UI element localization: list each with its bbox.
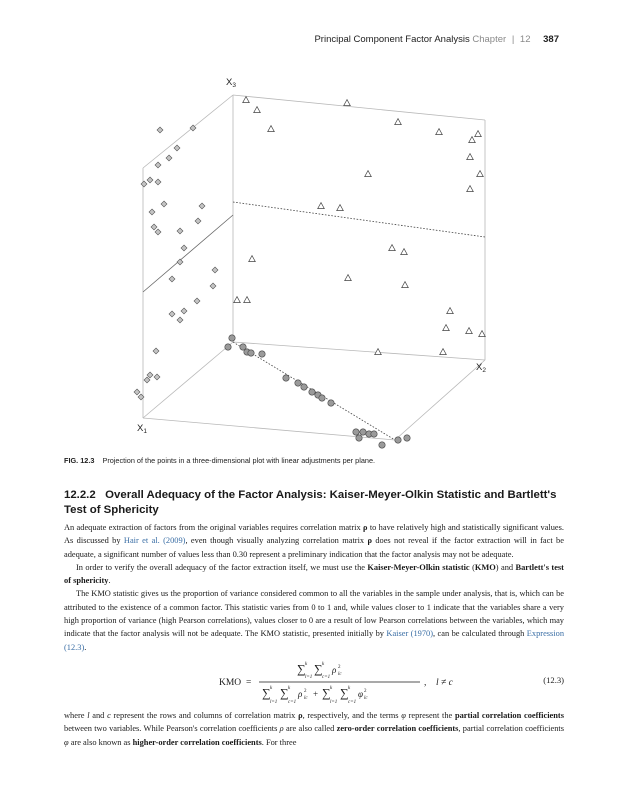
diamond-marker: [169, 276, 175, 282]
svg-text:c=1: c=1: [322, 675, 331, 680]
triangle-marker: [440, 349, 447, 355]
circle-marker: [353, 429, 359, 435]
frame-edge-front-right: [395, 360, 485, 440]
triangle-marker: [477, 171, 484, 177]
circle-marker: [295, 380, 301, 386]
symbol-rho: ρ: [298, 711, 303, 720]
text-run: to have relatively high and statistically significant values. As discussed by: [64, 523, 564, 546]
equation-formula: [64, 659, 484, 705]
triangle-marker: [402, 282, 409, 288]
frame-edge-axis-x2: [233, 342, 485, 360]
circle-marker: [283, 375, 289, 381]
diamond-marker: [144, 377, 150, 383]
diamond-marker: [194, 298, 200, 304]
equation-12-3: [64, 659, 564, 705]
svg-text:c=1: c=1: [288, 700, 297, 705]
diamond-marker: [210, 283, 216, 289]
triangle-marker: [375, 349, 382, 355]
body-text: [64, 521, 564, 654]
svg-text:l=1: l=1: [330, 700, 338, 705]
circle-marker: [225, 344, 231, 350]
term-kmo-abbr: KMO: [474, 562, 496, 572]
triangle-marker: [479, 331, 486, 337]
triangle-marker: [345, 275, 352, 281]
text-run: , partial correlation coefficients: [458, 724, 564, 734]
triangle-marker: [365, 171, 372, 177]
citation-link-hair-2009[interactable]: Hair et al. (2009): [123, 536, 186, 546]
triangle-marker: [467, 154, 474, 160]
triangle-marker: [337, 205, 344, 211]
diamond-marker: [195, 218, 201, 224]
triangle-marker: [395, 119, 402, 125]
triangle-marker: [268, 126, 275, 132]
axis-label-x2: $X_2$: [476, 362, 486, 374]
diamond-marker: [154, 374, 160, 380]
svg-text:φ: φ: [358, 689, 363, 699]
svg-text:∑: ∑: [262, 686, 271, 700]
svg-text:k: k: [322, 662, 325, 667]
symbol-phi: φ: [64, 737, 69, 747]
diamond-marker: [181, 308, 187, 314]
diamond-marker: [147, 177, 153, 183]
svg-text:+: +: [313, 689, 319, 699]
diamond-marker: [166, 155, 172, 161]
adjustment-lines: [233, 202, 485, 440]
equation-number: (12.3): [543, 675, 564, 685]
symbol-rho: ρ: [367, 536, 372, 546]
circle-marker: [395, 437, 401, 443]
paragraph-1: [64, 521, 564, 561]
circle-marker: [259, 351, 265, 357]
equation-numerator: [297, 662, 342, 680]
text-run: between two variables. While Pearson's correlation coefficients: [64, 724, 280, 734]
triangle-marker: [401, 249, 408, 255]
section-number: 12.2.2: [64, 489, 96, 501]
svg-text:∑: ∑: [340, 686, 349, 700]
svg-text:∑: ∑: [280, 686, 289, 700]
page-number: 387: [543, 34, 559, 45]
svg-text:lc: lc: [338, 672, 342, 677]
diamond-points-x1x3-plane: [134, 125, 218, 400]
svg-text:k: k: [348, 686, 351, 691]
text-run: are also known as: [68, 737, 133, 747]
diamond-marker: [157, 127, 163, 133]
symbol-rho: ρ: [363, 523, 368, 532]
diamond-marker: [181, 245, 187, 251]
term-partial-correlation: partial correlation coefficients: [454, 711, 564, 720]
circle-marker: [229, 335, 235, 341]
triangle-marker: [469, 137, 476, 143]
figure-caption: [64, 456, 564, 465]
term-zero-order: zero-order correlation coefficients: [336, 724, 459, 734]
figure-caption-label: FIG. 12.3: [64, 456, 95, 465]
equation-condition: l ≠ c: [436, 678, 453, 688]
adjustment-line-x2x3-plane: [233, 202, 485, 237]
triangle-marker: [447, 308, 454, 314]
triangle-marker: [389, 245, 396, 251]
diamond-marker: [141, 181, 147, 187]
svg-text:lc: lc: [364, 696, 368, 701]
frame-edge-back-top: [233, 95, 485, 120]
diamond-marker: [149, 209, 155, 215]
svg-text:k: k: [305, 662, 308, 667]
svg-text:2: 2: [364, 689, 367, 694]
svg-text:2: 2: [338, 665, 341, 670]
equation-denominator: [262, 686, 368, 705]
diamond-marker: [134, 389, 140, 395]
term-kmo-statistic: Kaiser-Meyer-Olkin statistic: [367, 562, 470, 572]
triangle-marker: [443, 325, 450, 331]
running-header-title: Principal Component Factor Analysis: [314, 34, 470, 45]
svg-text:∑: ∑: [297, 662, 306, 676]
diamond-marker: [151, 224, 157, 230]
circle-marker: [356, 435, 362, 441]
triangle-marker: [318, 203, 325, 209]
body-text-continued: [64, 709, 564, 749]
triangle-marker: [254, 107, 261, 113]
text-run: are also called: [283, 724, 337, 734]
paragraph-4: [64, 709, 564, 749]
circle-marker: [319, 395, 325, 401]
diamond-marker: [155, 229, 161, 235]
circle-marker: [309, 389, 315, 395]
svg-text:lc: lc: [304, 696, 308, 701]
text-run: , respectively, and the terms: [302, 711, 402, 720]
text-run: where: [64, 711, 88, 720]
circle-marker: [404, 435, 410, 441]
diamond-marker: [155, 162, 161, 168]
text-run: An adequate extraction of factors from the original variables requires correlation matrix: [64, 523, 364, 532]
circle-marker: [371, 431, 377, 437]
svg-text:l=1: l=1: [270, 700, 278, 705]
diamond-marker: [169, 311, 175, 317]
triangle-marker: [436, 129, 443, 135]
triangle-marker: [344, 100, 351, 106]
equation-lhs: KMO: [219, 678, 242, 688]
diamond-marker: [199, 203, 205, 209]
triangle-marker: [466, 328, 473, 334]
svg-text:2: 2: [304, 689, 307, 694]
text-run: ) and: [495, 562, 516, 572]
circle-marker: [301, 384, 307, 390]
section-heading: [64, 488, 564, 518]
symbol-rho: ρ: [279, 724, 284, 734]
diamond-marker: [153, 348, 159, 354]
diamond-marker: [161, 201, 167, 207]
svg-text:ρ: ρ: [298, 689, 303, 699]
equation-link-12-3[interactable]: Expression (12.3): [64, 629, 565, 652]
svg-text:c=1: c=1: [348, 700, 357, 705]
svg-text:ρ: ρ: [332, 665, 337, 675]
text-run: (: [469, 562, 475, 572]
diamond-marker: [155, 179, 161, 185]
term-bartlett-test: Bartlett's test of sphericity: [64, 562, 564, 586]
text-run: The KMO statistic gives us the proportion of variance considered common to all the variables in the sample under analysis, that is, which can be attributed to the existence of a common factor. This statistic varies from 0 to 1 and, while values closer to 1 indicate that the variables share a very high proportion of variance (high Pearson correlations), values closer to 0 are a result of low Pearson correlations between the variables, which may indicate that the factor analysis will not be adequate. The KMO statistic, presented initially by: [64, 589, 564, 639]
paragraph-2: [64, 561, 564, 588]
svg-text:l=1: l=1: [305, 675, 313, 680]
figure-frame: [143, 95, 485, 440]
text-run: In order to verify the overall adequacy of the factor extraction itself, we must use the: [76, 562, 368, 572]
equation-comma: ,: [424, 678, 427, 688]
svg-text:k: k: [270, 686, 273, 691]
triangle-points-x2x3-plane: [234, 97, 486, 355]
text-run: .: [108, 576, 111, 586]
axis-label-x3: $X_3$: [226, 77, 236, 89]
figure-caption-text: Projection of the points in a three-dimensional plot with linear adjustments per plane.: [102, 456, 376, 465]
symbol-c: c: [107, 711, 111, 720]
paragraph-3: [64, 587, 564, 653]
symbol-phi: φ: [401, 711, 406, 720]
circle-points-x1x2-plane: [225, 335, 410, 448]
text-run: . For three: [261, 737, 297, 747]
circle-marker: [328, 400, 334, 406]
triangle-marker: [244, 297, 251, 303]
term-higher-order: higher-order correlation coefficients: [132, 737, 262, 747]
frame-edge-left-top: [143, 95, 233, 168]
diamond-marker: [212, 267, 218, 273]
running-header-chapter-number: 12: [519, 34, 531, 45]
diamond-marker: [177, 259, 183, 265]
diamond-marker: [147, 372, 153, 378]
text-run: represent the rows and columns of correlation matrix: [110, 711, 299, 720]
svg-text:∑: ∑: [314, 662, 323, 676]
svg-text:∑: ∑: [322, 686, 331, 700]
circle-marker: [248, 350, 254, 356]
equation-equals: =: [246, 678, 252, 688]
diamond-marker: [177, 228, 183, 234]
text-run: , even though visually analyzing correlation matrix: [185, 536, 368, 546]
text-run: does not reveal if the factor extraction will in fact be adequate, a significant number of values less than 0.30 represent a preliminary indication that the factor analysis may not be adequate.: [64, 536, 564, 559]
axis-label-x1: $X_1$: [137, 423, 147, 435]
text-run: and: [89, 711, 108, 720]
triangle-marker: [467, 186, 474, 192]
text-run: represent the: [405, 711, 455, 720]
running-header-separator: |: [511, 34, 515, 45]
running-header-chapter-label: Chapter: [472, 34, 507, 45]
text-run: , can be calculated through: [433, 629, 527, 639]
svg-text:k: k: [288, 686, 291, 691]
triangle-marker: [234, 297, 241, 303]
symbol-l: l: [87, 711, 90, 720]
diamond-marker: [177, 317, 183, 323]
circle-marker: [379, 442, 385, 448]
diamond-marker: [174, 145, 180, 151]
circle-marker: [360, 429, 366, 435]
text-run: .: [84, 642, 87, 652]
triangle-marker: [475, 131, 482, 137]
citation-link-kaiser-1970[interactable]: Kaiser (1970): [386, 629, 434, 639]
svg-text:k: k: [330, 686, 333, 691]
triangle-marker: [243, 97, 250, 103]
section-title: Overall Adequacy of the Factor Analysis: Kaiser-Meyer-Olkin Statistic and Bartlett's Test of Sphericity: [64, 489, 557, 516]
triangle-marker: [249, 256, 256, 262]
